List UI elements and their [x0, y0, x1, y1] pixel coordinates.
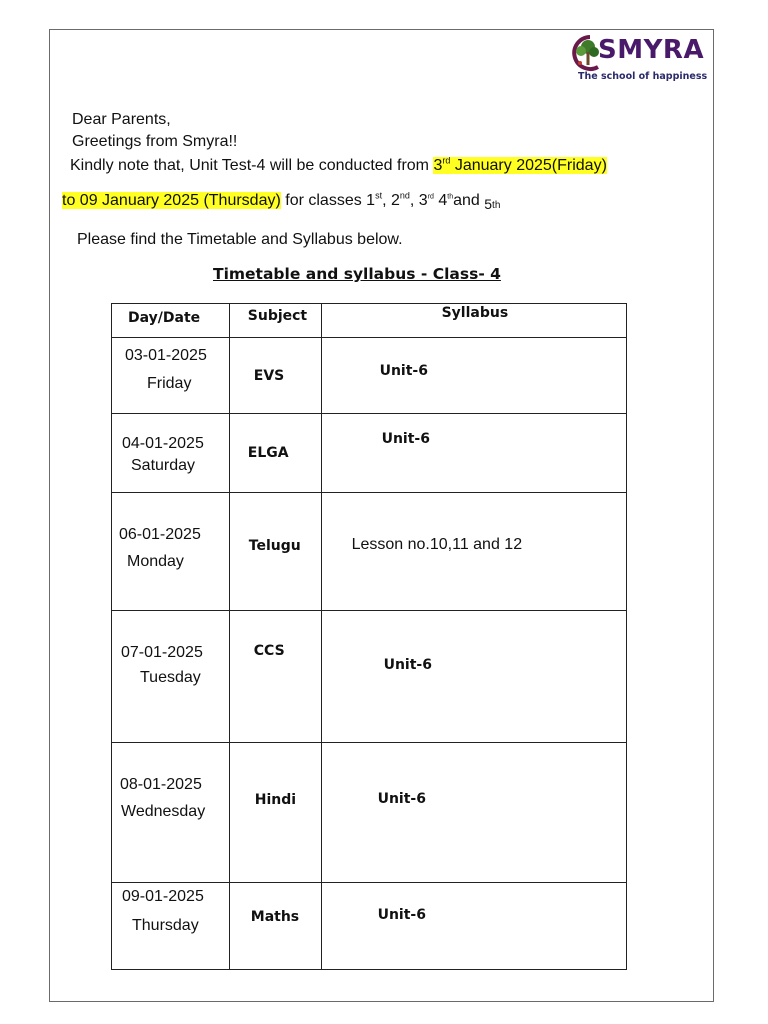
- syllabus-value: Unit-6: [381, 431, 430, 447]
- syllabus-cell: [321, 611, 626, 743]
- header-subject: [229, 304, 321, 338]
- date-value: 03-01-2025: [125, 347, 207, 364]
- start-date-rest: January 2025(Friday): [450, 157, 607, 174]
- sup-nd: nd: [399, 190, 410, 201]
- start-date-highlight: [433, 157, 606, 174]
- logo-name: SMYRA: [598, 35, 705, 65]
- header-syllabus-label: Syllabus: [441, 305, 509, 321]
- subject-cell: [229, 743, 321, 883]
- subject-cell: [229, 493, 321, 611]
- date-cell: [112, 883, 230, 970]
- date-value: 04-01-2025: [122, 435, 204, 452]
- sup-th-5: th: [492, 200, 501, 211]
- subject-value: ELGA: [247, 445, 289, 461]
- class-3: , 3: [409, 192, 428, 209]
- subject-value: Maths: [250, 909, 300, 925]
- subject-cell: [229, 414, 321, 493]
- greeting: Greetings from Smyra!!: [72, 133, 238, 150]
- date-value: 06-01-2025: [119, 526, 201, 543]
- start-day-suffix: rd: [442, 155, 451, 166]
- date-cell: [112, 493, 230, 611]
- syllabus-value: Unit-6: [377, 907, 426, 923]
- date-value: 07-01-2025: [121, 644, 203, 661]
- sup-th: th: [447, 193, 454, 201]
- syllabus-cell: [321, 883, 626, 970]
- table-row: [112, 611, 627, 743]
- syllabus-value: Lesson no.10,11 and 12: [351, 536, 523, 553]
- salutation: Dear Parents,: [72, 111, 171, 128]
- and-text: and: [453, 192, 485, 209]
- syllabus-value: Unit-6: [377, 791, 426, 807]
- subject-value: Telugu: [248, 538, 301, 554]
- class-2: , 2: [382, 192, 400, 209]
- date-cell: [112, 743, 230, 883]
- syllabus-cell: [321, 493, 626, 611]
- table-row: [112, 414, 627, 493]
- subject-value: Hindi: [254, 792, 297, 808]
- table-title: Timetable and syllabus - Class- 4: [213, 265, 501, 283]
- header-day-date-label: Day/Date: [128, 310, 201, 326]
- day-value: Saturday: [131, 457, 196, 474]
- syllabus-value: Unit-6: [379, 363, 428, 379]
- date-value: 08-01-2025: [120, 776, 202, 793]
- table-row: [112, 743, 627, 883]
- day-value: Friday: [147, 375, 192, 392]
- header-day-date: [112, 304, 230, 338]
- notice-line-2: [62, 192, 500, 210]
- class-4: 4: [433, 192, 448, 209]
- subject-cell: [229, 883, 321, 970]
- syllabus-value: Unit-6: [383, 657, 432, 673]
- syllabus-cell: [321, 414, 626, 493]
- table-row: [112, 493, 627, 611]
- date-cell: [112, 611, 230, 743]
- day-value: Monday: [127, 553, 184, 570]
- instruction-line: Please find the Timetable and Syllabus below.: [77, 231, 403, 248]
- end-date-highlight: to 09 January 2025 (Thursday): [62, 192, 281, 209]
- header-subject-label: Subject: [247, 308, 308, 324]
- header-syllabus: [321, 304, 626, 338]
- syllabus-cell: [321, 338, 626, 414]
- subject-cell: [229, 338, 321, 414]
- classes-text: for classes 1: [280, 192, 376, 209]
- subject-cell: [229, 611, 321, 743]
- logo-tagline: The school of happiness: [578, 71, 708, 82]
- table-header-row: [112, 304, 627, 338]
- sup-rd: rd: [427, 193, 434, 201]
- day-value: Thursday: [132, 917, 199, 934]
- day-value: Wednesday: [121, 803, 206, 820]
- sup-st: st: [375, 190, 383, 201]
- notice-line-1-text: Kindly note that, Unit Test-4 will be conducted from: [70, 157, 434, 174]
- date-cell: [112, 414, 230, 493]
- date-value: 09-01-2025: [122, 888, 204, 905]
- table-row: [112, 338, 627, 414]
- class-5: 5: [484, 196, 493, 212]
- subject-value: EVS: [253, 368, 285, 384]
- table-row: [112, 883, 627, 970]
- syllabus-cell: [321, 743, 626, 883]
- timetable: [111, 303, 627, 970]
- date-cell: [112, 338, 230, 414]
- start-day-number: 3: [433, 157, 443, 174]
- day-value: Tuesday: [140, 669, 201, 686]
- notice-line-1: [70, 157, 607, 175]
- school-logo: [568, 33, 708, 87]
- subject-value: CCS: [253, 643, 285, 659]
